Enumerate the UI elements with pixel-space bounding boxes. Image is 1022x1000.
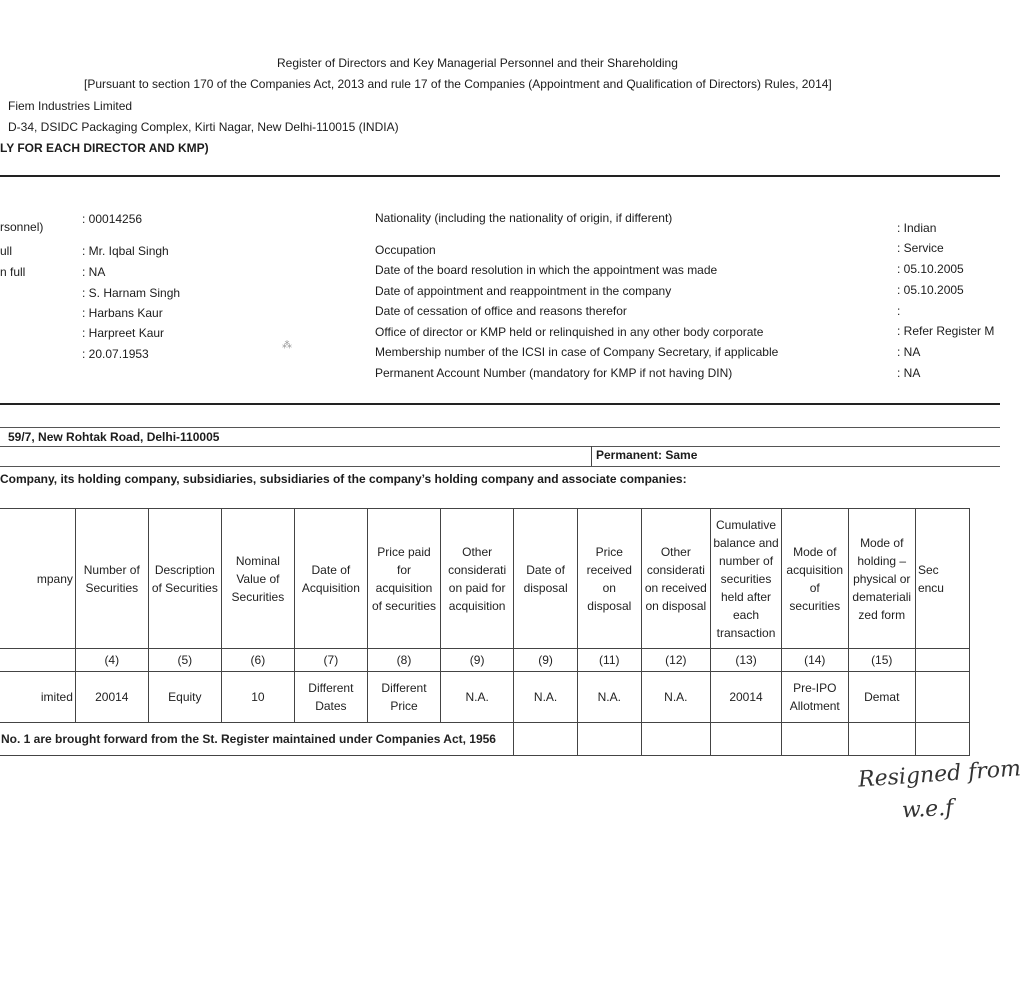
column-number: (8) <box>367 649 440 672</box>
detail-value: : Refer Register M <box>897 324 995 338</box>
table-cell: imited <box>0 672 75 723</box>
detail-label: ull <box>0 244 13 258</box>
column-header: Mode of holding – physical or demateriali zed form <box>848 509 915 649</box>
table-footnote: No. 1 are brought forward from the St. Register maintained under Companies Act, 1956 <box>0 723 514 756</box>
table-cell: 10 <box>222 672 295 723</box>
column-number: (6) <box>222 649 295 672</box>
table-cell <box>514 723 578 756</box>
table-cell: N.A. <box>441 672 514 723</box>
column-number: (15) <box>848 649 915 672</box>
column-header: Mode of acquisition of securities <box>781 509 848 649</box>
detail-label: Date of appointment and reappointment in the company <box>375 284 672 298</box>
table-cell <box>848 723 915 756</box>
table-cell: N.A. <box>577 672 641 723</box>
column-number: (4) <box>75 649 148 672</box>
column-number: (7) <box>294 649 367 672</box>
detail-value: : Harpreet Kaur <box>82 326 165 340</box>
table-cell: Different Dates <box>294 672 367 723</box>
column-header: Price paid for acquisition of securities <box>367 509 440 649</box>
column-number <box>0 649 75 672</box>
table-cell: 20014 <box>75 672 148 723</box>
column-header: Date of Acquisition <box>294 509 367 649</box>
table-row <box>0 672 970 723</box>
handwritten-note: Resigned from <box>857 756 1022 793</box>
detail-value: : 05.10.2005 <box>897 262 964 276</box>
table-cell <box>641 723 710 756</box>
company-name: Fiem Industries Limited <box>8 99 133 113</box>
detail-value: : Mr. Iqbal Singh <box>82 244 169 258</box>
shareholding-heading: Company, its holding company, subsidiaries, subsidiaries of the company’s holding company and associate companies: <box>0 472 687 486</box>
column-header: Other considerati on paid for acquisition <box>441 509 514 649</box>
permanent-address: Permanent: Same <box>596 448 698 462</box>
divider-middle <box>0 403 1000 405</box>
column-number: (5) <box>148 649 221 672</box>
divider-top <box>0 175 1000 177</box>
detail-value: : <box>897 304 901 318</box>
table-cell: 20014 <box>711 672 782 723</box>
address-rule-mid <box>0 446 1000 447</box>
column-number: (12) <box>641 649 710 672</box>
column-header: Description of Securities <box>148 509 221 649</box>
detail-value: : 00014256 <box>82 212 143 226</box>
table-cell: Pre-IPO Allotment <box>781 672 848 723</box>
detail-label: Date of cessation of office and reasons therefor <box>375 304 627 318</box>
detail-value: : Service <box>897 241 944 255</box>
column-number: (13) <box>711 649 782 672</box>
detail-value: : 05.10.2005 <box>897 283 964 297</box>
column-header: Sec encu <box>915 509 969 649</box>
table-cell <box>915 672 969 723</box>
address-divider <box>591 446 592 466</box>
detail-label: Permanent Account Number (mandatory for KMP if not having DIN) <box>375 366 733 380</box>
company-address: D-34, DSIDC Packaging Complex, Kirti Nagar, New Delhi-110015 (INDIA) <box>8 120 399 134</box>
table-cell: Different Price <box>367 672 440 723</box>
column-header: Nominal Value of Securities <box>222 509 295 649</box>
detail-value: : NA <box>897 366 921 380</box>
column-number: (9) <box>514 649 578 672</box>
detail-label: Membership number of the ICSI in case of Company Secretary, if applicable <box>375 345 779 359</box>
table-header-row <box>0 509 970 649</box>
column-header: Cumulative balance and number of securities held after each transaction <box>711 509 782 649</box>
register-subtitle: [Pursuant to section 170 of the Companies Act, 2013 and rule 17 of the Companies (Appointment and Qualification of Directors) Rules, 2014] <box>84 77 832 91</box>
table-cell: N.A. <box>641 672 710 723</box>
column-number <box>915 649 969 672</box>
table-cell: N.A. <box>514 672 578 723</box>
table-cell: Equity <box>148 672 221 723</box>
register-title: Register of Directors and Key Managerial Personnel and their Shareholding <box>277 56 678 70</box>
detail-label: Date of the board resolution in which the appointment was made <box>375 263 718 277</box>
detail-value: : 20.07.1953 <box>82 347 149 361</box>
handwritten-note-date: w.e.f <box>901 795 954 824</box>
detail-label: Occupation <box>375 243 436 257</box>
column-header: Date of disposal <box>514 509 578 649</box>
column-number: (9) <box>441 649 514 672</box>
detail-label: n full <box>0 265 26 279</box>
detail-value: : NA <box>897 345 921 359</box>
detail-label: Office of director or KMP held or relinquished in any other body corporate <box>375 325 764 339</box>
detail-value: : Harbans Kaur <box>82 306 163 320</box>
address-rule-top <box>0 427 1000 428</box>
detail-value: : NA <box>82 265 106 279</box>
table-cell: Demat <box>848 672 915 723</box>
address-rule-bottom <box>0 466 1000 467</box>
detail-value: : S. Harnam Singh <box>82 286 181 300</box>
column-number: (14) <box>781 649 848 672</box>
present-address: 59/7, New Rohtak Road, Delhi-110005 <box>8 430 220 444</box>
scan-speck: ⁂ <box>282 340 292 351</box>
table-cell <box>577 723 641 756</box>
table-number-row <box>0 649 970 672</box>
table-cell <box>711 723 782 756</box>
column-number: (11) <box>577 649 641 672</box>
table-footnote-row <box>0 723 970 756</box>
section-heading: LY FOR EACH DIRECTOR AND KMP) <box>0 141 209 155</box>
detail-label: rsonnel) <box>0 220 44 234</box>
column-header: Other considerati on received on disposal <box>641 509 710 649</box>
column-header: Number of Securities <box>75 509 148 649</box>
column-header: mpany <box>0 509 75 649</box>
table-cell <box>781 723 848 756</box>
detail-value: : Indian <box>897 221 937 235</box>
detail-label: Nationality (including the nationality of origin, if different) <box>375 211 673 225</box>
shareholding-table <box>0 508 970 756</box>
table-cell <box>915 723 969 756</box>
column-header: Price received on disposal <box>577 509 641 649</box>
